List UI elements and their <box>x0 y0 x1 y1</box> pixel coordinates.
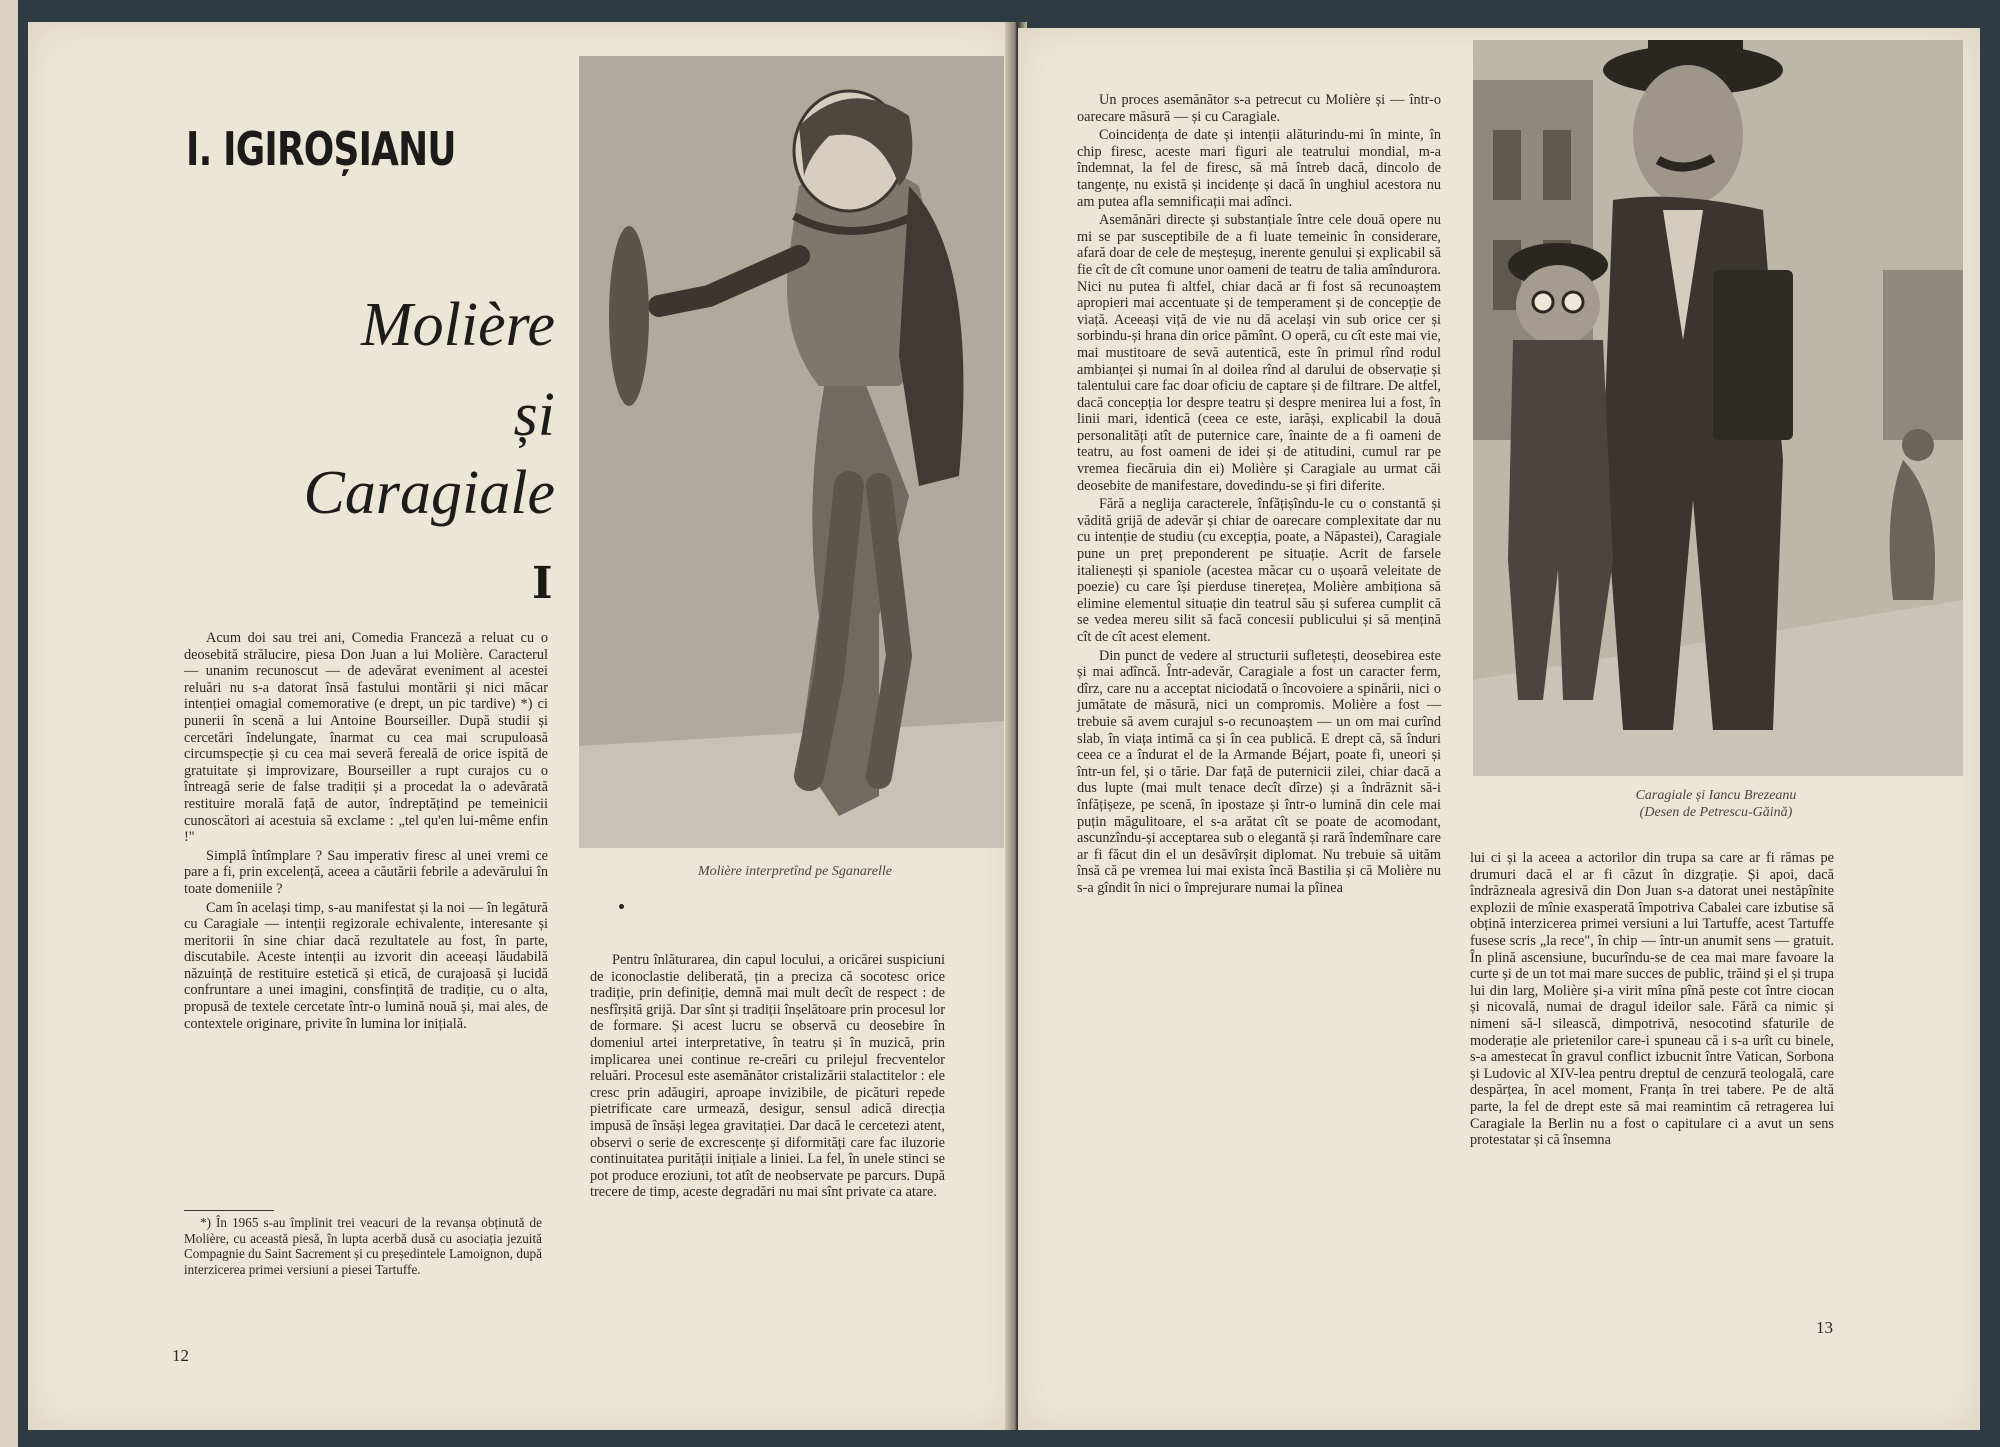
footnote-text: *) În 1965 s-au împlinit trei veacuri de la revanșa obținută de Molière, cu această piesă, în lupta acerbă dusă cu asociația jezuită Compagnie du Saint Sacrement și cu președintele Lamoignon, după interzicerea primei versiuni a piesei Tartuffe. <box>184 1215 542 1277</box>
moliere-photo-caption: Molière interpretînd pe Sganarelle <box>697 864 892 879</box>
paragraph: Acum doi sau trei ani, Comedia Franceză a reluat cu o deosebită strălucire, piesa Don Juan a lui Molière. Caracterul — unanim recunoscut — de adevărat eveniment al acestei reluări nu s-a datorat însă fastului montării și nici măcar intenției omagial comemorative (e drept, un pic tardive) *) ci punerii în scenă a lui Antoine Bourseiller. După studii și cercetări îndelungate, înarmat cu cea mai scrupuloasă circumspecție și cu cea mai severă fereală de orice ispită de gratuitate și improvizare, Bourseiller a rupt curajos cu o întreagă serie de false tradiții și a procedat la o adevărată restituire morală față de autor, îndreptățind pe temeinicii cunoscători ai acestuia să exclame : „tel qu'en lui-même enfin !" <box>184 630 548 846</box>
paragraph: Pentru înlăturarea, din capul locului, a oricărei suspiciuni de iconoclastie deliberată, țin a preciza că socotesc orice tradiție, prin definiție, demnă mai mult decît de respect : de nesfîrșită grijă. Dar sînt și tradiții înșelătoare prin procesul lor de formare. Și acest lucru se observă cu deosebire în domeniul artei interpretative, în teatru și în muzică, prin implicarea unei continue re-creări cu prilejul frecventelor reluări. Procesul este asemănător cristalizării stalactitelor : ele cresc prin adăugiri, aproape invizibile, de picături repede pietrificate care urmează, desigur, sensul adică direcția impusă de însăși legea gravitației. Dar dacă le cercetezi atent, observi o serie de excrescențe și diformități care fac iluzorie continuitatea purității inițiale a liniei. La fel, în unele stinci se pot produce eroziuni, tot atît de neobservate pe parcurs. După trecere de timp, aceste degradări nu mai sînt private ca atare. <box>590 952 945 1201</box>
paragraph: Un proces asemănător s-a petrecut cu Molière și — într-o oarecare măsură — și cu Caragiale. <box>1077 92 1441 125</box>
separator-dot <box>619 904 624 909</box>
right-column-2 <box>1470 850 1834 1149</box>
right-column-1 <box>1077 92 1441 897</box>
page-number-right: 13 <box>1816 1318 1833 1337</box>
article-title-line-2: și <box>513 381 555 449</box>
caragiale-illustration <box>1473 40 1963 776</box>
moliere-drawing <box>579 56 1004 848</box>
caragiale-photo-caption-line-2: (Desen de Petrescu-Găină) <box>1639 805 1793 820</box>
paragraph: Fără a neglija caracterele, înfățișîndu-le cu o constantă și vădită grijă de adevăr și chiar de oarecare complexitate dar nu cu intenție de studiu (cu excepția, poate, a Năpastei), Caragiale pune un preț preponderent pe situație. Acrit de farsele italienești și spaniole (acestea măcar cu o ușoară veleitate de poezie) cu care își pierduse tinerețea, Molière ambiționa să elimine elementul situație din teatrul său și suferea cumplit că se vedea mereu silit să facă concesii publicului și să mențină cît de cît acest element. <box>1077 496 1441 645</box>
caragiale-photo-caption-line-1: Caragiale și Iancu Brezeanu <box>1635 788 1797 803</box>
left-column-2 <box>590 952 945 1201</box>
moliere-illustration <box>579 56 1004 848</box>
paragraph: Din punct de vedere al structurii sufletești, deosebirea este și mai adîncă. Într-adevăr, Caragiale a fost un caracter ferm, dîrz, care nu a acceptat niciodată o încovoiere a spinării, nici o jumătate de măsură, nici un compromis. Molière a fost — trebuie să avem curajul s-o recunoaștem — un om mai curînd slab, în viața intimă ca și în cea publică. E drept că, să înduri ceea ce a îndurat el de la Armande Béjart, poate fi, uneori și într-un fel, și o tărie. Dar față de puternicii zilei, chiar dacă a dus lupte (mai mult tenace decît dîrze) și a îndrăznit să-i înfățișeze, pe scenă, în ipostaze și într-o lumină din cele mai puțin măgulitoare, el s-a arătat cît se poate de acomodant, ascunzîndu-și acceptarea sub o elegantă și rară îndemînare care ar fi făcut din el un desăvîrșit diplomat. Nu trebuie să uităm însă că pe vremea lui mai exista încă Bastilia și că Molière nu s-a gîndit în nici o împrejurare numai la pîinea <box>1077 647 1441 896</box>
left-column-1 <box>184 630 548 1032</box>
page-number-left: 12 <box>172 1346 189 1365</box>
paragraph: Asemănări directe și substanțiale între cele două opere nu mi se par susceptibile de a fi luate temeinic în considerare, afară doar de cele de meșteșug, inerente genului și explicabil să fie cît de cît comune unor oameni de teatru de talia amîndurora. Nici nu putea fi altfel, chiar dacă ar fi fost să recunoaștem apropieri mai accentuate și de temperament și de concepție de viață. Aceeași viță de vie nu dă același vin sub orice cer și sorbindu-și hrana din orice pămînt. O operă, cu cît este mai vie, mai mustitoare de sevă autentică, este în primul rînd rodul ambianței și numai în al doilea rînd al darului de observație și talentului care fac doar oficiu de captare și de filtrare. De altfel, dacă concepția lor despre teatru și despre menirea lui a fost, în linii mari, identică (ceea ce este, iarăși, explicabil la două personalități atît de puternice care, înainte de a fi oameni de teatru, au fost oameni de idei și de atitudini, cumul rar pe vremea fiecăruia din ei) Molière și Caragiale au urmat căi deosebite de manifestare, dovedindu-se și firi diferite. <box>1077 212 1441 494</box>
paragraph: Cam în același timp, s-au manifestat și la noi — în legătură cu Caragiale — intenții regizorale echivalente, interesante și meritorii în sine chiar dacă rezultatele au fost, în parte, discutabile. Aceste intenții au izvorit din aceeași lăudabilă năzuință de restituire estetică și etică, de curajoasă și lucidă confruntare a unei imagini, consfințită de tradiție, cu o alta, propusă de textele cercetate într-o lumină nouă și, mai ales, de contextele originare, privite în lumina lor inițială. <box>184 899 548 1032</box>
paragraph: lui ci și la aceea a actorilor din trupa sa care ar fi rămas pe drumuri dacă el ar fi căzut în dizgrație. Și apoi, dacă îndrăzneala agresivă din Don Juan s-a datorat unei nestăpînite explozii de mînie exasperată împotriva Cabalei care izbutise să obțină interzicerea primei versiuni a lui Tartuffe, acest Tartuffe fusese scris „la rece", în chip — într-un anumit sens — gratuit. În plină ascensiune, bucurîndu-se de cea mai mare favoare la curte și de un tot mai mare succes de public, trăind și el și trupa lui din larg, Molière și-a virit mîna pînă peste cot între ciocan și nicovală, numai de dragul ideilor sale. Fără ca nimic și nimeni să-l silească, dimpotrivă, nesocotind sfaturile de moderație ale prietenilor care-i spuneau că i s-a urît cu binele, s-a amestecat în gravul conflict izbucnit între Vatican, Sorbona și Ludovic al XIV-lea pentru dreptul de cenzură teologală, care despărțea, în acel moment, Franța în trei tabere. Pe de altă parte, la fel de drept este să mai reamintim că retragerea lui Caragiale la Berlin nu a fost o capitulare ci a avut un sens protestatar și că însemna <box>1470 850 1834 1149</box>
article-title-line-1: Molière <box>361 291 555 359</box>
article-title-line-3: Caragiale <box>303 459 555 527</box>
footnote-rule <box>184 1210 274 1211</box>
part-numeral: I <box>532 558 553 609</box>
footnote <box>184 1215 542 1277</box>
article-author: I. IGIROȘIANU <box>186 122 456 176</box>
caragiale-drawing <box>1473 40 1963 776</box>
paragraph: Coincidența de date și intenții alăturindu-mi în minte, în chip firesc, aceste mari figuri ale teatrului mondial, m-a îndemnat, la fel de firesc, să mă întreb dacă, dincolo de tangențe, nu există și incidențe și dacă în unghiul acestora nu am putea afla semnificații mai adînci. <box>1077 127 1441 210</box>
paragraph: Simplă întîmplare ? Sau imperativ firesc al unei vremi ce pare a fi, prin excelență, aceea a căutării febrile a adevărului în toate domeniile ? <box>184 847 548 897</box>
